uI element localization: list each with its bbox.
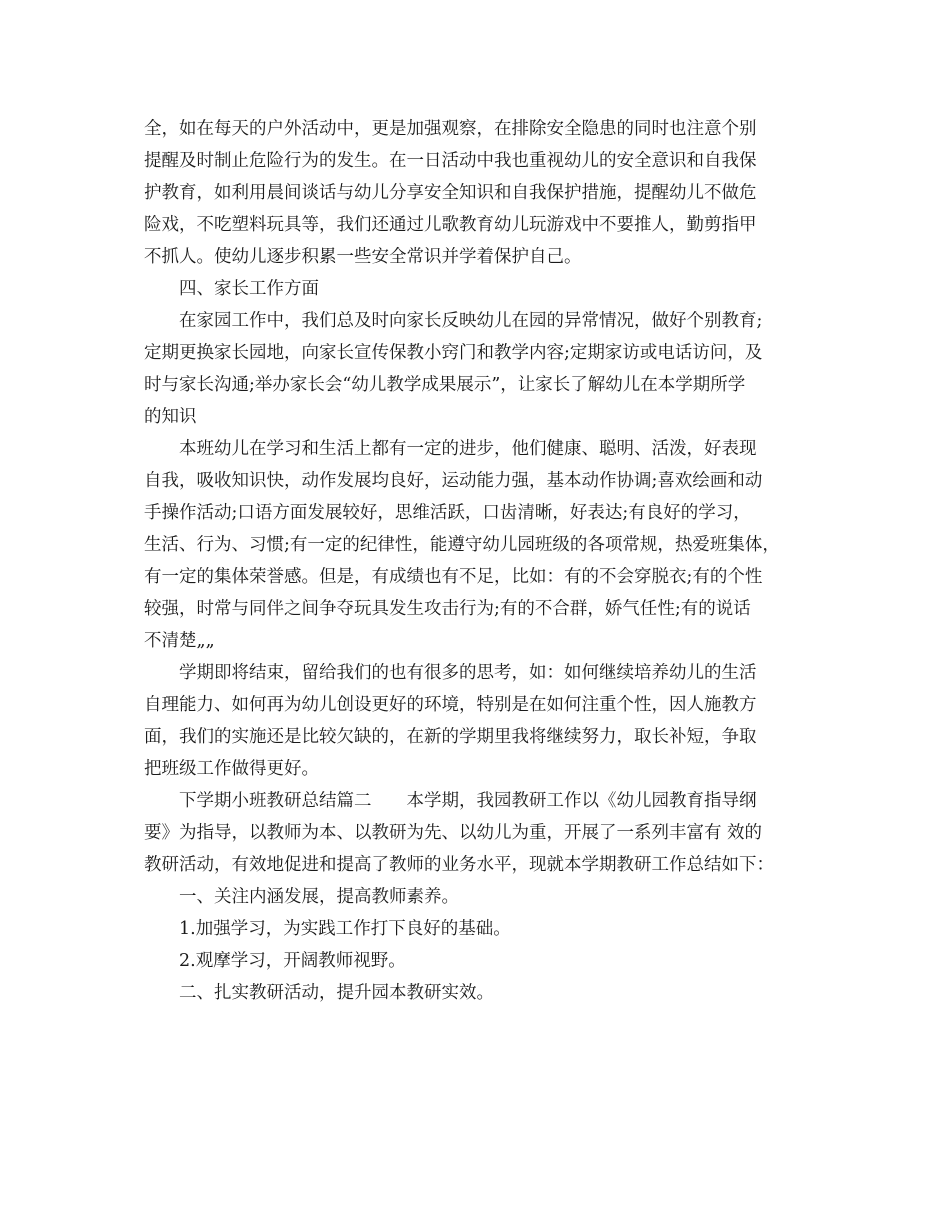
text-line: 把班级工作做得更好。: [144, 759, 319, 779]
text-line: 自理能力、如何再为幼儿创设更好的环境，特别是在如何注重个性，因人施教方: [144, 695, 757, 715]
text-line: 全，如在每天的户外活动中，更是加强观察，在排除安全隐患的同时也注意个别: [144, 119, 757, 139]
text-line: 自我，吸收知识快，动作发展均良好，运动能力强，基本动作协调;喜欢绘画和动: [144, 471, 763, 491]
text-line: 时与家长沟通;举办家长会“幼儿教学成果展示”，让家长了解幼儿在本学期所学: [144, 375, 746, 395]
list-item: 2.观摩学习，开阔教师视野。: [179, 951, 406, 971]
text-line: 在家园工作中，我们总及时向家长反映幼儿在园的异常情况，做好个别教育;: [179, 311, 763, 331]
text-line: 有一定的集体荣誉感。但是，有成绩也有不足，比如：有的不会穿脱衣;有的个性: [144, 567, 763, 587]
text-line: 下学期小班教研总结篇二 本学期，我园教研工作以《幼儿园教育指导纲: [179, 791, 757, 811]
text-line: 手操作活动;口语方面发展较好，思维活跃，口齿清晰，好表达;有良好的学习，: [144, 503, 751, 523]
text-line: 不清楚„„: [144, 631, 215, 651]
text-line: 险戏，不吃塑料玩具等，我们还通过儿歌教育幼儿玩游戏中不要推人，勤剪指甲: [144, 215, 757, 235]
section-heading: 二、扎实教研活动，提升园本教研实效。: [179, 983, 494, 1003]
text-line: 不抓人。使幼儿逐步积累一些安全常识并学着保护自己。: [144, 247, 582, 267]
text-line: 生活、行为、习惯;有一定的纪律性，能遵守幼儿园班级的各项常规，热爱班集体，: [144, 535, 780, 555]
text-line: 面，我们的实施还是比较欠缺的，在新的学期里我将继续努力，取长补短，争取: [144, 727, 757, 747]
text-line: 护教育，如利用晨间谈话与幼儿分享安全知识和自我保护措施，提醒幼儿不做危: [144, 183, 757, 203]
text-line: 较强，时常与同伴之间争夺玩具发生攻击行为;有的不合群，娇气任性;有的说话: [144, 599, 751, 619]
text-line: 提醒及时制止危险行为的发生。在一日活动中我也重视幼儿的安全意识和自我保: [144, 151, 757, 171]
section-heading: 一、关注内涵发展，提高教师素养。: [179, 887, 459, 907]
text-line: 本班幼儿在学习和生活上都有一定的进步，他们健康、聪明、活泼，好表现: [179, 439, 757, 459]
text-line: 定期更换家长园地，向家长宣传保教小窍门和教学内容;定期家访或电话访问，及: [144, 343, 763, 363]
section-heading: 四、家长工作方面: [179, 279, 319, 299]
text-line: 的知识: [144, 407, 197, 427]
list-item: 1.加强学习，为实践工作打下良好的基础。: [179, 919, 511, 939]
text-line: 要》为指导，以教师为本、以教研为先、以幼儿为重，开展了一系列丰富有 效的: [144, 823, 763, 843]
text-line: 教研活动，有效地促进和提高了教师的业务水平，现就本学期教研工作总结如下：: [144, 855, 774, 875]
text-line: 学期即将结束，留给我们的也有很多的思考，如：如何继续培养幼儿的生活: [179, 663, 757, 683]
